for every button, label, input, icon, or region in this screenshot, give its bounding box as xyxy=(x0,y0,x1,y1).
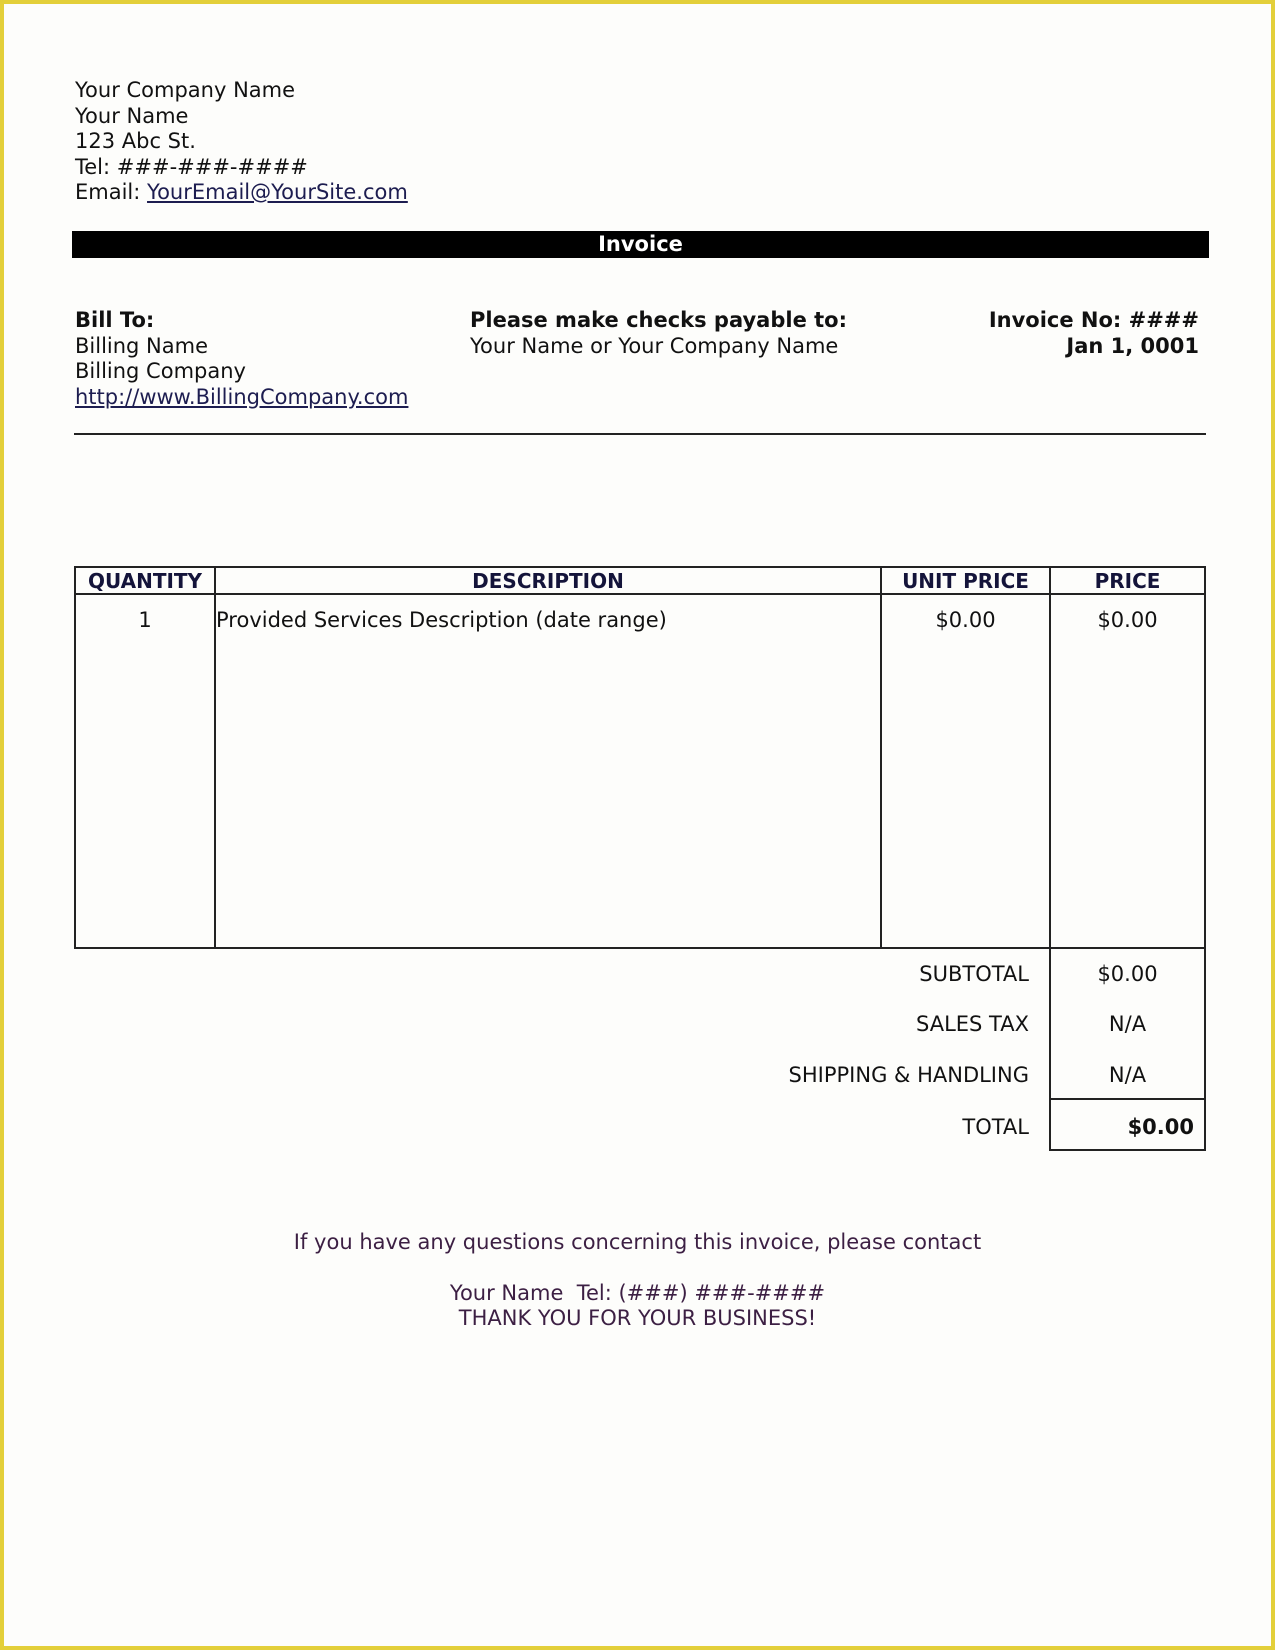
tel-value: ###-###-#### xyxy=(116,154,308,179)
company-address: 123 Abc St. xyxy=(75,129,196,153)
footer-thanks: THANK YOU FOR YOUR BUSINESS! xyxy=(458,1306,817,1330)
total-separator xyxy=(1051,1098,1204,1100)
unit-price-header: UNIT PRICE xyxy=(902,569,1029,593)
sales-tax-value: N/A xyxy=(1108,1012,1147,1036)
email-link[interactable]: YourEmail@YourSite.com xyxy=(147,180,408,204)
quantity-header: QUANTITY xyxy=(87,569,203,593)
email-label: Email: xyxy=(75,180,141,204)
invoice-number: Invoice No: #### xyxy=(988,308,1199,332)
description-header: DESCRIPTION xyxy=(472,569,624,593)
subtotal-value: $0.00 xyxy=(1097,962,1158,986)
company-email-line xyxy=(75,180,408,206)
bill-to-heading: Bill To: xyxy=(75,308,155,332)
invoice-meta-block xyxy=(989,308,1199,359)
quantity-cell: 1 xyxy=(138,608,152,632)
footer-contact: Your Name Tel: (###) ###-#### xyxy=(449,1281,826,1305)
sales-tax-label: SALES TAX xyxy=(915,1012,1029,1036)
shipping-value: N/A xyxy=(1108,1063,1147,1087)
price-column xyxy=(1051,568,1204,947)
shipping-label: SHIPPING & HANDLING xyxy=(788,1063,1029,1087)
subtotal-label: SUBTOTAL xyxy=(919,962,1029,986)
billing-name: Billing Name xyxy=(75,333,209,358)
billing-url-link[interactable]: http://www.BillingCompany.com xyxy=(75,384,409,409)
billing-company: Billing Company xyxy=(75,359,246,383)
divider-line xyxy=(74,433,1206,435)
payable-block xyxy=(470,308,847,359)
payable-heading: Please make checks payable to: xyxy=(470,308,847,332)
company-tel-line xyxy=(75,155,408,181)
line-items-table xyxy=(74,566,1206,949)
description-column xyxy=(216,568,882,947)
bill-to-block xyxy=(75,308,408,410)
company-name: Your Company Name xyxy=(75,78,296,102)
company-info xyxy=(75,78,408,206)
invoice-title-bar: Invoice xyxy=(72,231,1209,258)
unit-price-cell: $0.00 xyxy=(935,608,996,632)
unit-price-column xyxy=(882,568,1051,947)
quantity-column xyxy=(76,568,216,947)
payable-value: Your Name or Your Company Name xyxy=(470,333,839,358)
total-label: TOTAL xyxy=(962,1115,1029,1139)
price-cell: $0.00 xyxy=(1097,608,1158,632)
footer-question: If you have any questions concerning this invoice, please contact xyxy=(293,1230,982,1254)
price-header: PRICE xyxy=(1094,569,1161,593)
contact-name: Your Name xyxy=(75,103,189,128)
tel-label: Tel: xyxy=(75,154,111,179)
description-cell: Provided Services Description (date range) xyxy=(216,608,667,632)
table-header-row xyxy=(76,568,1204,595)
invoice-date: Jan 1, 0001 xyxy=(1066,333,1199,358)
total-value: $0.00 xyxy=(1127,1115,1194,1139)
